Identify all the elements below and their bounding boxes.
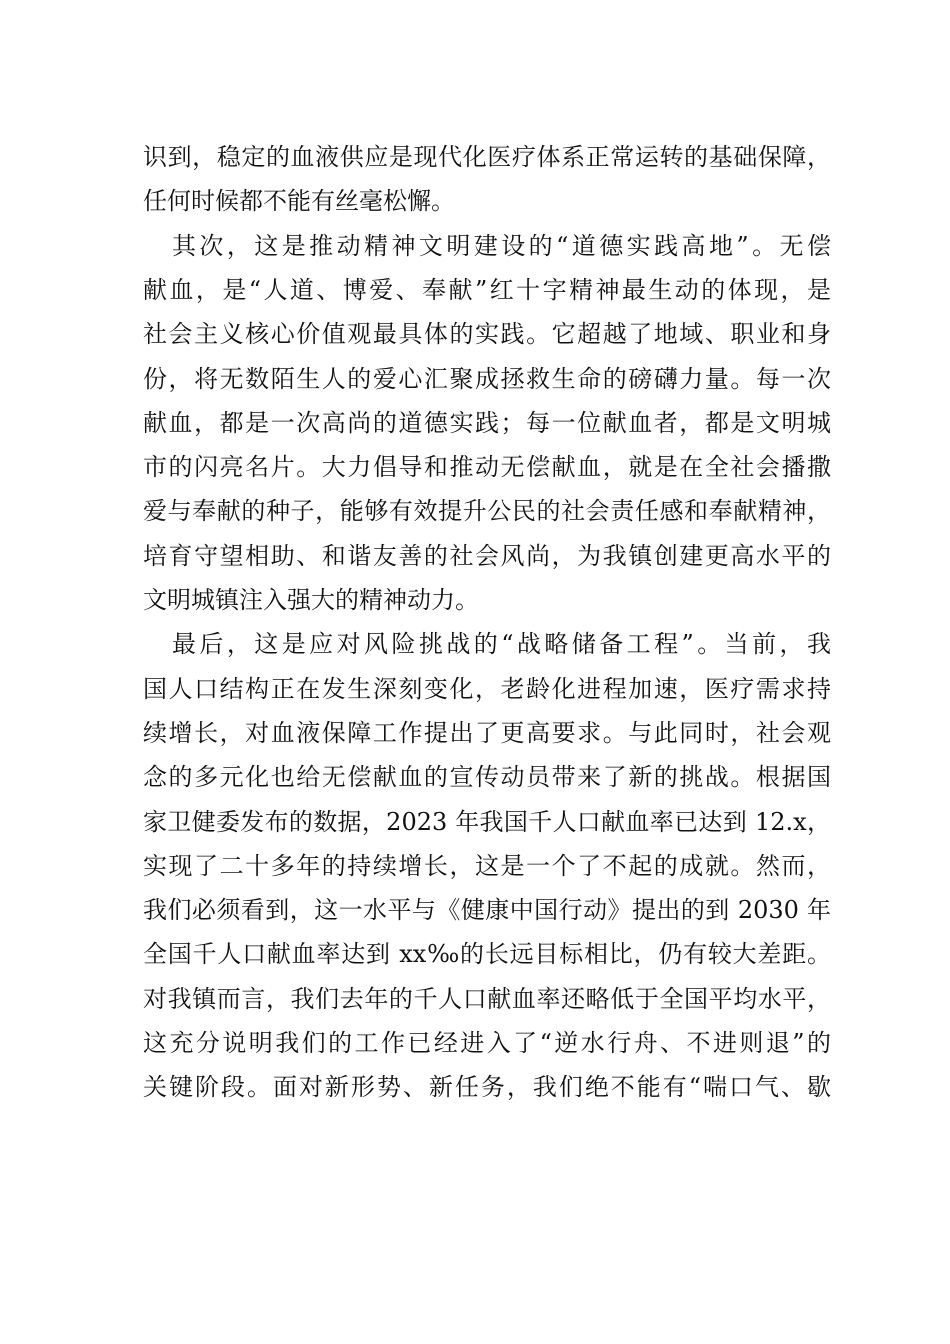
text-line: 识到，稳定的血液供应是现代化医疗体系正常运转的基础保障， bbox=[143, 143, 831, 171]
text-line: 关键阶段。面对新形势、新任务，我们绝不能有“喘口气、歇 bbox=[143, 1073, 831, 1102]
text-line: 社会主义核心价值观最具体的实践。它超越了地域、职业和身 bbox=[143, 320, 831, 349]
text-line: 实现了二十多年的持续增长，这是一个了不起的成就。然而， bbox=[143, 851, 831, 880]
text-line: 任何时候都不能有丝毫松懈。 bbox=[143, 187, 455, 216]
text-line: 续增长，对血液保障工作提出了更高要求。与此同时，社会观 bbox=[143, 718, 831, 747]
text-line: 我们必须看到，这一水平与《健康中国行动》提出的到 2030 年 bbox=[143, 896, 831, 925]
text-line: 全国千人口献血率达到 xx‰的长远目标相比，仍有较大差距。 bbox=[143, 940, 831, 969]
text-line: 国人口结构正在发生深刻变化，老龄化进程加速，医疗需求持 bbox=[143, 674, 831, 703]
text-line: 念的多元化也给无偿献血的宣传动员带来了新的挑战。根据国 bbox=[143, 763, 831, 792]
text-line: 这充分说明我们的工作已经进入了“逆水行舟、不进则退”的 bbox=[143, 1029, 831, 1057]
text-line: 市的闪亮名片。大力倡导和推动无偿献血，就是在全社会播撒 bbox=[143, 453, 831, 482]
text-line: 文明城镇注入强大的精神动力。 bbox=[143, 586, 479, 614]
text-line: 培育守望相助、和谐友善的社会风尚，为我镇创建更高水平的 bbox=[143, 541, 831, 570]
text-line: 份，将无数陌生人的爱心汇聚成拯救生命的磅礴力量。每一次 bbox=[143, 364, 831, 393]
text-line: 对我镇而言，我们去年的千人口献血率还略低于全国平均水平， bbox=[143, 984, 831, 1013]
text-line: 最后，这是应对风险挑战的“战略储备工程”。当前，我 bbox=[172, 630, 831, 659]
text-line: 爱与奉献的种子，能够有效提升公民的社会责任感和奉献精神， bbox=[143, 497, 831, 526]
text-line: 献血，都是一次高尚的道德实践；每一位献血者，都是文明城 bbox=[143, 408, 831, 437]
text-line: 家卫健委发布的数据，2023 年我国千人口献血率已达到 12.x， bbox=[143, 807, 831, 836]
text-line: 其次，这是推动精神文明建设的“道德实践高地”。无偿 bbox=[172, 231, 831, 260]
text-line: 献血，是“人道、博爱、奉献”红十字精神最生动的体现，是 bbox=[143, 275, 831, 304]
